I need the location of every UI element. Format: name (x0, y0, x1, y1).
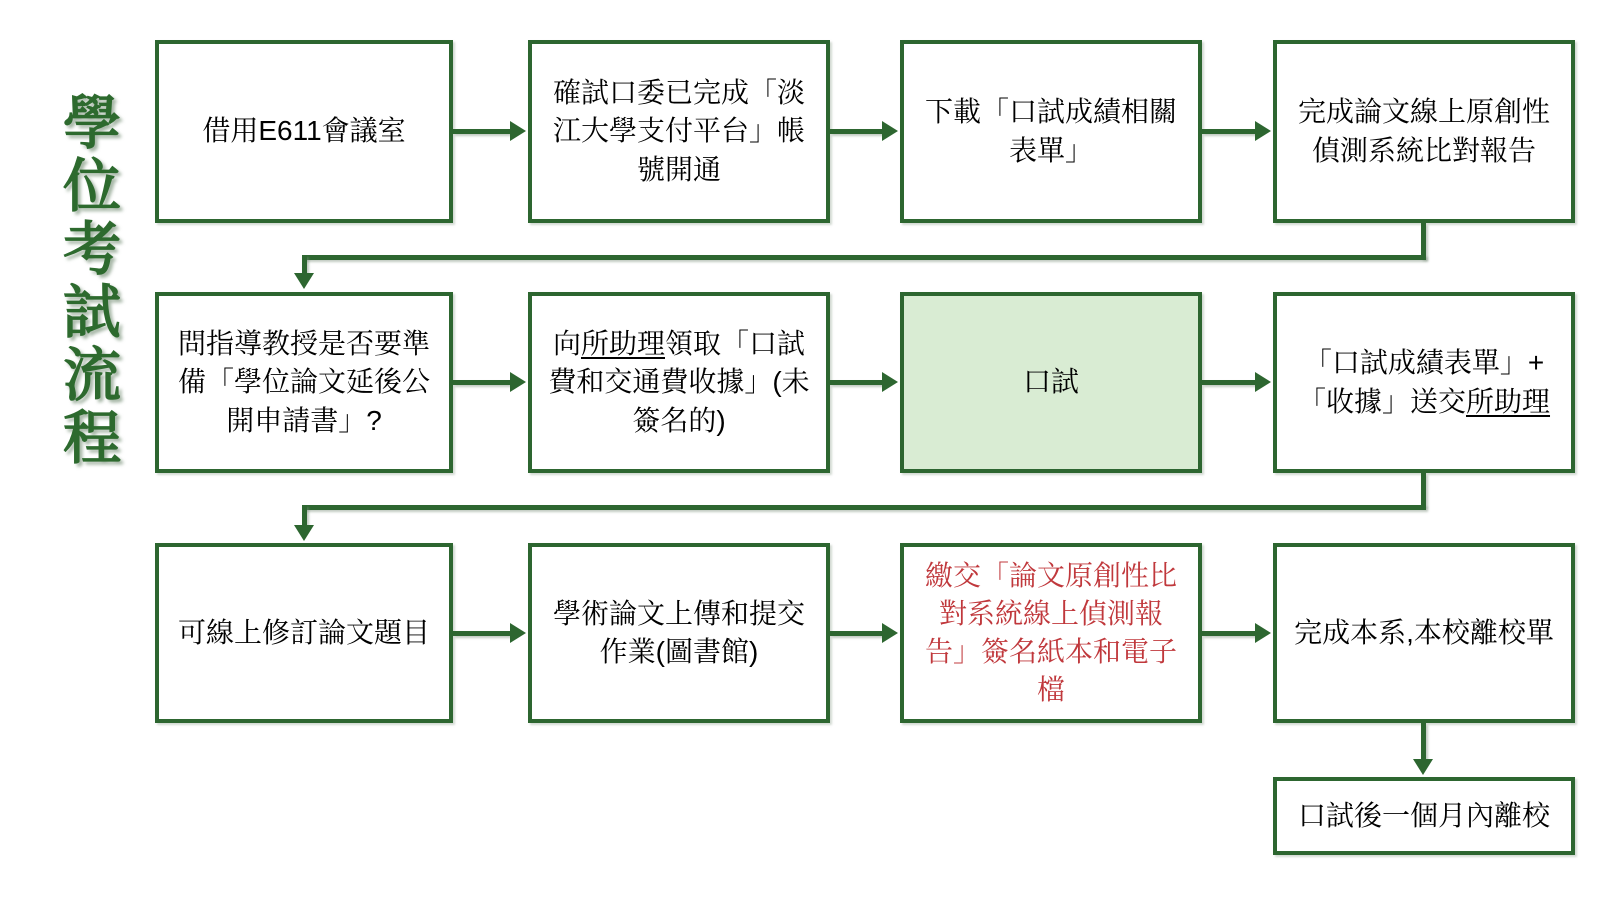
arrow-line (830, 129, 882, 134)
connector-line (302, 255, 1426, 260)
box-label: 完成本系,本校離校單 (1294, 616, 1554, 648)
diagram-title: 學位考試流程 (54, 92, 119, 470)
box-label-part: 「口試成績表單」+「收據」送交 (1297, 347, 1545, 417)
arrow-down-icon (294, 525, 314, 541)
flow-box-12 (1273, 543, 1575, 723)
box-label: 繳交「論文原創性比對系統線上偵測報告」簽名紙本和電子檔 (924, 559, 1177, 706)
box-label-part: 領取「口試費和交通費收據」(未簽名的) (548, 328, 810, 436)
box-label: 可線上修訂論文題目 (177, 616, 430, 648)
arrow-right-icon (882, 121, 898, 141)
flow-box-5 (155, 292, 453, 473)
box-label: 問指導教授是否要準備「學位論文延後公開申請書」? (177, 328, 430, 436)
arrow-line (1202, 129, 1255, 134)
arrow-line (1202, 380, 1255, 385)
arrow-down-icon (1413, 759, 1433, 775)
arrow-line (1202, 631, 1255, 636)
box-label: 確試口委已完成「淡江大學支付平台」帳號開通 (552, 77, 805, 185)
arrow-right-icon (882, 623, 898, 643)
connector-line (302, 505, 307, 527)
connector-line (302, 505, 1426, 510)
connector-line (1421, 473, 1426, 507)
flow-box-7-oral-exam (900, 292, 1202, 473)
box-label: 完成論文線上原創性偵測系統比對報告 (1297, 96, 1550, 166)
box-label-underlined: 所助理 (1466, 385, 1551, 417)
flow-box-10 (528, 543, 830, 723)
flow-box-4 (1273, 40, 1575, 223)
flow-box-6 (528, 292, 830, 473)
arrow-line (453, 631, 510, 636)
arrow-right-icon (1255, 121, 1271, 141)
arrow-line (830, 380, 882, 385)
box-label (1293, 344, 1555, 420)
arrow-right-icon (1255, 372, 1271, 392)
arrow-line (453, 380, 510, 385)
arrow-right-icon (1255, 623, 1271, 643)
arrow-right-icon (510, 372, 526, 392)
box-label: 口試 (1022, 366, 1079, 398)
box-label: 口試後一個月內離校 (1297, 799, 1550, 831)
box-label-underlined: 所助理 (580, 328, 665, 360)
box-label: 下載「口試成績相關表單」 (924, 96, 1177, 166)
arrow-right-icon (510, 623, 526, 643)
arrow-line (830, 631, 882, 636)
flow-box-1 (155, 40, 453, 223)
flow-box-3 (900, 40, 1202, 223)
arrow-right-icon (510, 121, 526, 141)
box-label: 借用E611會議室 (202, 115, 406, 147)
arrow-right-icon (882, 372, 898, 392)
connector-line (302, 255, 307, 275)
flow-box-11 (900, 543, 1202, 723)
flow-box-8 (1273, 292, 1575, 473)
flow-box-13 (1273, 777, 1575, 855)
arrow-down-icon (294, 273, 314, 289)
arrow-line (453, 129, 510, 134)
connector-line (1421, 223, 1426, 259)
flow-box-2 (528, 40, 830, 223)
arrow-line (1421, 723, 1426, 761)
box-label: 學術論文上傳和提交作業(圖書館) (552, 597, 805, 667)
box-label-part: 向 (552, 328, 581, 360)
flow-box-9 (155, 543, 453, 723)
box-label (548, 325, 810, 439)
